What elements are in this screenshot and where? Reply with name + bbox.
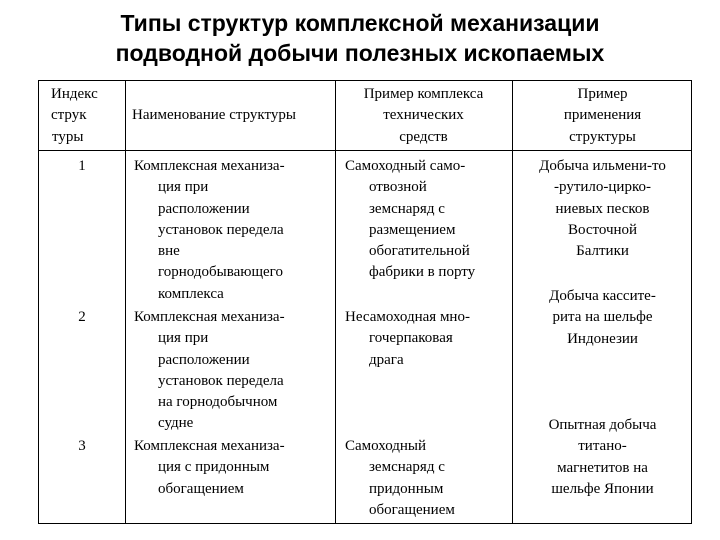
row-2-application: Добыча кассите- рита на шельфе Индонезии [549, 288, 656, 347]
row-1-index: 1 [78, 158, 86, 174]
row-2-example: Несамоходная мно- гочерпаковая драга [345, 309, 470, 368]
row-1-name: Комплексная механиза- ция при расположении установок передела вне горнодобывающего комплекса [134, 158, 285, 302]
header-example: Пример комплекса технических средств [363, 86, 484, 145]
title-line-1: Типы структур комплексной механизации [120, 10, 600, 36]
row-3-example: Самоходный земснаряд с придонным обогащением [345, 438, 455, 518]
page-title [0, 8, 720, 68]
column-divider [125, 81, 126, 523]
row-2-index: 2 [78, 309, 86, 325]
row-3-index: 3 [78, 438, 86, 454]
mechanization-table [38, 80, 692, 524]
row-1-application: Добыча ильмени-то -рутило-цирко- ниевых песков Восточной Балтики [539, 158, 666, 260]
header-divider [39, 150, 691, 151]
row-3-name: Комплексная механиза- ция с придонным обогащением [134, 438, 285, 497]
header-index: Индекс струк туры [51, 86, 98, 145]
header-application: Пример применения структуры [563, 86, 642, 145]
row-2-name: Комплексная механиза- ция при расположении установок передела на горнодобычном судне [134, 309, 285, 432]
row-1-example: Самоходный само- отвозной земснаряд с размещением обогатительной фабрики в порту [345, 158, 476, 281]
title-line-2: подводной добычи полезных ископаемых [115, 40, 605, 66]
header-name: Наименование структуры [132, 107, 296, 123]
row-3-application: Опытная добыча титано- магнетитов на шельфе Японии [548, 417, 657, 497]
